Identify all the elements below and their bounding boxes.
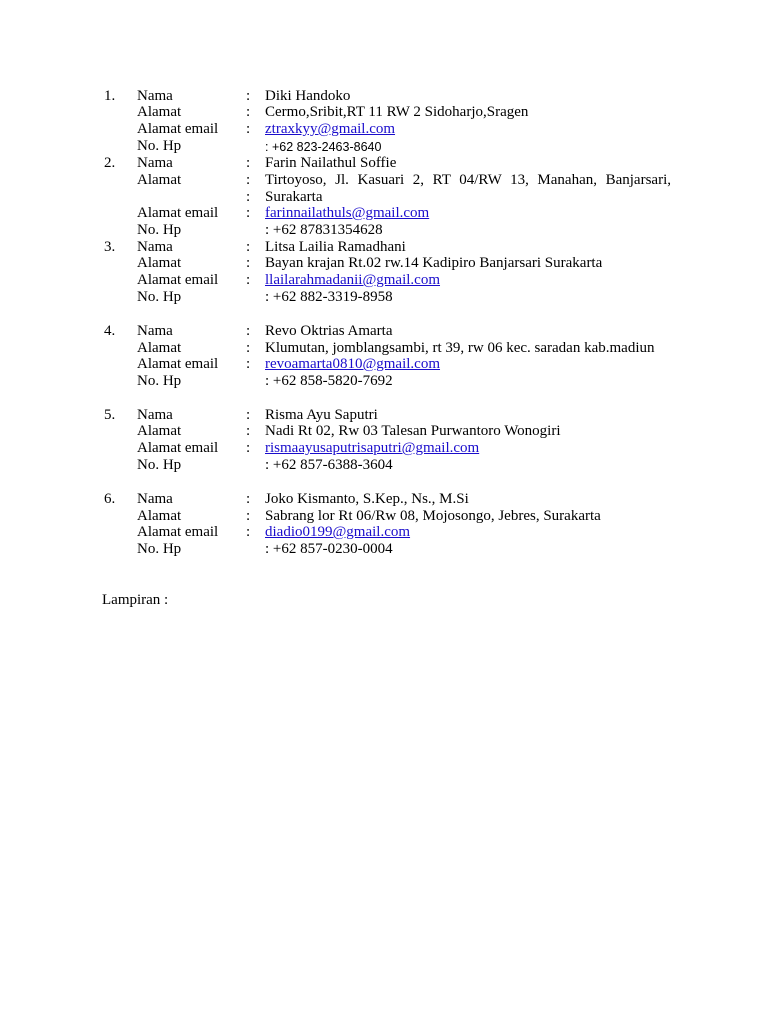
nama-value: Revo Oktrias Amarta — [265, 323, 393, 339]
hp-value: : +62 857-0230-0004 — [265, 541, 393, 557]
email-label: Alamat email — [137, 524, 219, 540]
hp-label: No. Hp — [137, 541, 182, 557]
colon: : — [246, 323, 251, 339]
lampiran-label: Lampiran : — [102, 592, 169, 608]
alamat-label: Alamat — [137, 423, 182, 439]
alamat-label: Alamat — [137, 104, 182, 120]
colon: : — [246, 239, 251, 255]
colon: : — [246, 255, 251, 271]
email-link[interactable]: ztraxkyy@gmail.com — [265, 121, 396, 137]
hp-label: No. Hp — [137, 373, 182, 389]
nama-value: Diki Handoko — [265, 88, 351, 104]
colon: : — [246, 172, 251, 188]
alamat-value: Nadi Rt 02, Rw 03 Talesan Purwantoro Wonogiri — [265, 423, 561, 439]
email-label: Alamat email — [137, 205, 219, 221]
colon: : — [246, 104, 251, 120]
hp-value: : +62 858-5820-7692 — [265, 373, 393, 389]
nama-label: Nama — [137, 155, 173, 171]
alamat-value-line1: Tirtoyoso, Jl. Kasuari 2, RT 04/RW 13, Manahan, Banjarsari, — [265, 172, 671, 188]
alamat-label: Alamat — [137, 340, 182, 356]
email-label: Alamat email — [137, 272, 219, 288]
nama-label: Nama — [137, 239, 173, 255]
alamat-value: Sabrang lor Rt 06/Rw 08, Mojosongo, Jebres, Surakarta — [265, 508, 601, 524]
entry-number: 5. — [104, 407, 116, 423]
colon: : — [246, 407, 251, 423]
email-label: Alamat email — [137, 121, 219, 137]
email-link[interactable]: rismaayusaputrisaputri@gmail.com — [265, 440, 480, 456]
colon: : — [246, 524, 251, 540]
entry-number: 4. — [104, 323, 116, 339]
colon: : — [246, 272, 251, 288]
alamat-label: Alamat — [137, 255, 182, 271]
email-link[interactable]: farinnailathuls@gmail.com — [265, 205, 430, 221]
colon: : — [246, 155, 251, 171]
colon: : — [246, 340, 251, 356]
hp-label: No. Hp — [137, 222, 182, 238]
alamat-value: Cermo,Sribit,RT 11 RW 2 Sidoharjo,Sragen — [265, 104, 529, 120]
nama-value: Joko Kismanto, S.Kep., Ns., M.Si — [265, 491, 469, 507]
email-label: Alamat email — [137, 356, 219, 372]
alamat-label: Alamat — [137, 508, 182, 524]
nama-label: Nama — [137, 491, 173, 507]
nama-label: Nama — [137, 323, 173, 339]
alamat-value: Klumutan, jomblangsambi, rt 39, rw 06 kec. saradan kab.madiun — [265, 340, 655, 356]
alamat-value: Bayan krajan Rt.02 rw.14 Kadipiro Banjarsari Surakarta — [265, 255, 603, 271]
email-link[interactable]: revoamarta0810@gmail.com — [265, 356, 441, 372]
nama-value: Litsa Lailia Ramadhani — [265, 239, 406, 255]
email-link[interactable]: diadio0199@gmail.com — [265, 524, 411, 540]
hp-label: No. Hp — [137, 138, 182, 154]
entry-number: 1. — [104, 88, 116, 104]
colon: : — [246, 440, 251, 456]
email-label: Alamat email — [137, 440, 219, 456]
alamat-value-line2: Surakarta — [265, 189, 323, 205]
colon: : — [246, 508, 251, 524]
nama-label: Nama — [137, 88, 173, 104]
colon: : — [246, 88, 251, 104]
hp-label: No. Hp — [137, 289, 182, 305]
colon: : — [246, 205, 251, 221]
nama-label: Nama — [137, 407, 173, 423]
nama-value: Farin Nailathul Soffie — [265, 155, 397, 171]
hp-value: : +62 882-3319-8958 — [265, 289, 393, 305]
colon: : — [246, 423, 251, 439]
hp-value: : +62 823-2463-8640 — [265, 140, 382, 154]
colon: : — [246, 189, 251, 205]
nama-value: Risma Ayu Saputri — [265, 407, 378, 423]
entry-number: 6. — [104, 491, 116, 507]
email-link[interactable]: llailarahmadanii@gmail.com — [265, 272, 441, 288]
hp-value: : +62 87831354628 — [265, 222, 383, 238]
alamat-label: Alamat — [137, 172, 182, 188]
colon: : — [246, 121, 251, 137]
hp-value: : +62 857-6388-3604 — [265, 457, 393, 473]
colon: : — [246, 356, 251, 372]
colon: : — [246, 491, 251, 507]
entry-number: 3. — [104, 239, 116, 255]
entry-number: 2. — [104, 155, 116, 171]
hp-label: No. Hp — [137, 457, 182, 473]
